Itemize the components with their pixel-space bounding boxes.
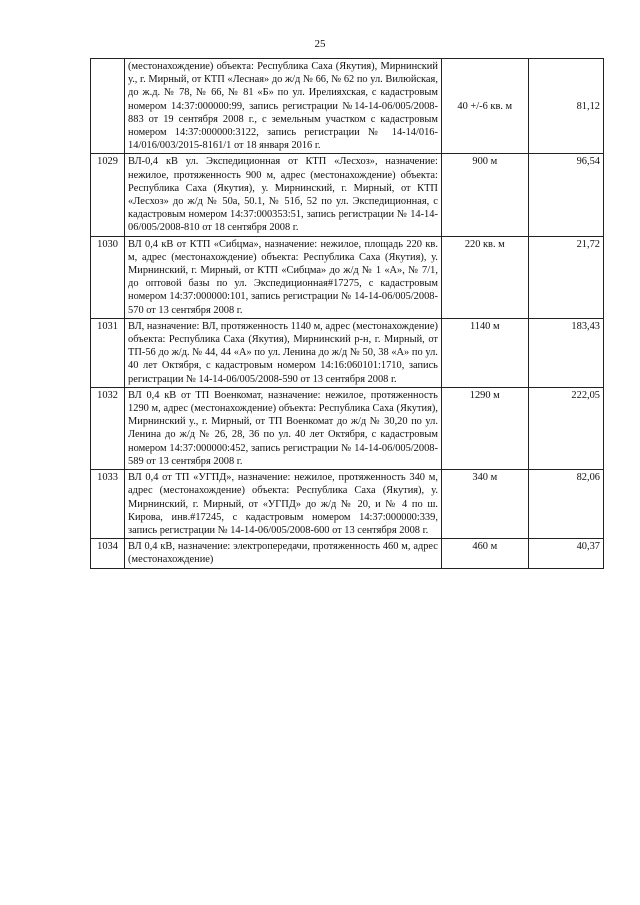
property-registry-table [90, 58, 604, 569]
row-number: 1031 [91, 318, 125, 387]
object-quantity: 220 кв. м [441, 236, 528, 318]
object-quantity: 900 м [441, 154, 528, 236]
object-description: ВЛ-0,4 кВ ул. Экспедиционная от КТП «Лесхоз», назначение: нежилое, протяженность 900 м, адрес (местонахождение) объекта: Республика Саха (Якутия), у. Мирнинский, г. Мирный, от КТП «Лесхоз» до ж/д № 50а, 50.1, № 51б, 52 по ул. Экспедиционная, с кадастровым номером 14:37:000353:51, запись регистрации № 14-14-06/005/2008-810 от 18 сентября 2008 г. [125, 154, 442, 236]
table-row [91, 470, 604, 539]
object-value: 183,43 [528, 318, 603, 387]
object-quantity: 1290 м [441, 387, 528, 469]
object-value: 40,37 [528, 539, 603, 568]
object-value: 21,72 [528, 236, 603, 318]
table-row [91, 154, 604, 236]
table-row [91, 318, 604, 387]
row-number: 1032 [91, 387, 125, 469]
table-row [91, 59, 604, 154]
object-description: ВЛ 0,4 кВ, назначение: электропередачи, протяженность 460 м, адрес (местонахождение) [125, 539, 442, 568]
row-number [91, 59, 125, 154]
table-row [91, 387, 604, 469]
table-row [91, 236, 604, 318]
page-number: 25 [314, 38, 326, 50]
object-quantity: 460 м [441, 539, 528, 568]
object-description: ВЛ 0,4 кВ от ТП Военкомат, назначение: нежилое, протяженность 1290 м, адрес (местонахождение) объекта: Республика Саха (Якутия), Мирнинский у., г. Мирный, от ТП Военкомат до ж/д № 30,20 по ул. Ленина до ж/д № 26, 28, 36 по ул. 40 лет Октября, с кадастровым номером 14:37:000000:452, запись регистрации № 14-14-06/005/2008-589 от 13 сентября 2008 г. [125, 387, 442, 469]
object-description: ВЛ 0,4 от ТП «УГПД», назначение: нежилое, протяженность 340 м, адрес (местонахождение) объекта: Республика Саха (Якутия), у. Мирнинский, г. Мирный, от «УГПД» до ж/д № 20, и № 4 по ш. Кирова, инв.#17245, с кадастровым номером 14:37:000000:339, запись регистрации № 14-14-06/005/2008-600 от 13 сентября 2008 г. [125, 470, 442, 539]
object-value: 81,12 [528, 59, 603, 154]
row-number: 1030 [91, 236, 125, 318]
object-quantity: 340 м [441, 470, 528, 539]
table-row [91, 539, 604, 568]
row-number: 1033 [91, 470, 125, 539]
object-value: 222,05 [528, 387, 603, 469]
row-number: 1034 [91, 539, 125, 568]
object-value: 82,06 [528, 470, 603, 539]
object-value: 96,54 [528, 154, 603, 236]
object-description: ВЛ, назначение: ВЛ, протяженность 1140 м, адрес (местонахождение) объекта: Республика Саха (Якутия), Мирнинский р-н, г. Мирный, от ТП-56 до ж/д. № 44, 44 «А» по ул. Ленина до ж/д № 50, 38 «А» по ул. 40 лет Октября, с кадастровым номером 14:16:060101:1710, запись регистрации № 14-14-06/005/2008-590 от 13 сентября 2008 г. [125, 318, 442, 387]
object-quantity: 1140 м [441, 318, 528, 387]
row-number: 1029 [91, 154, 125, 236]
object-quantity: 40 +/-6 кв. м [441, 59, 528, 154]
object-description: ВЛ 0,4 кВ от КТП «Сибцма», назначение: нежилое, площадь 220 кв. м, адрес (местонахождение) объекта: Республика Саха (Якутия), у. Мирнинский, г. Мирный, от КТП «Сибцма» до ж/д № 1 «А», № 7/1, до оптовой базы по ул. Экспедиционная#17275, с кадастровым номером 14:37:000000:101, запись регистрации № 14-14-06/005/2008-570 от 13 сентября 2008 г. [125, 236, 442, 318]
object-description: (местонахождение) объекта: Республика Саха (Якутия), Мирнинский у., г. Мирный, от КТП «Лесная» до ж/д № 66, № 62 по ул. Вилюйская, до ж.д. № 78, № 66, № 81 «Б» по ул. Ирелияхская, с кадастровым номером 14:37:000000:99, запись регистрации №14-14-06/005/2008-883 от 19 сентября 2008 г., с земельным участком с кадастровым номером 14:37:000000:3122, запись регистрации № 14-14/016-14/016/003/2015-8161/1 от 18 января 2016 г. [125, 59, 442, 154]
